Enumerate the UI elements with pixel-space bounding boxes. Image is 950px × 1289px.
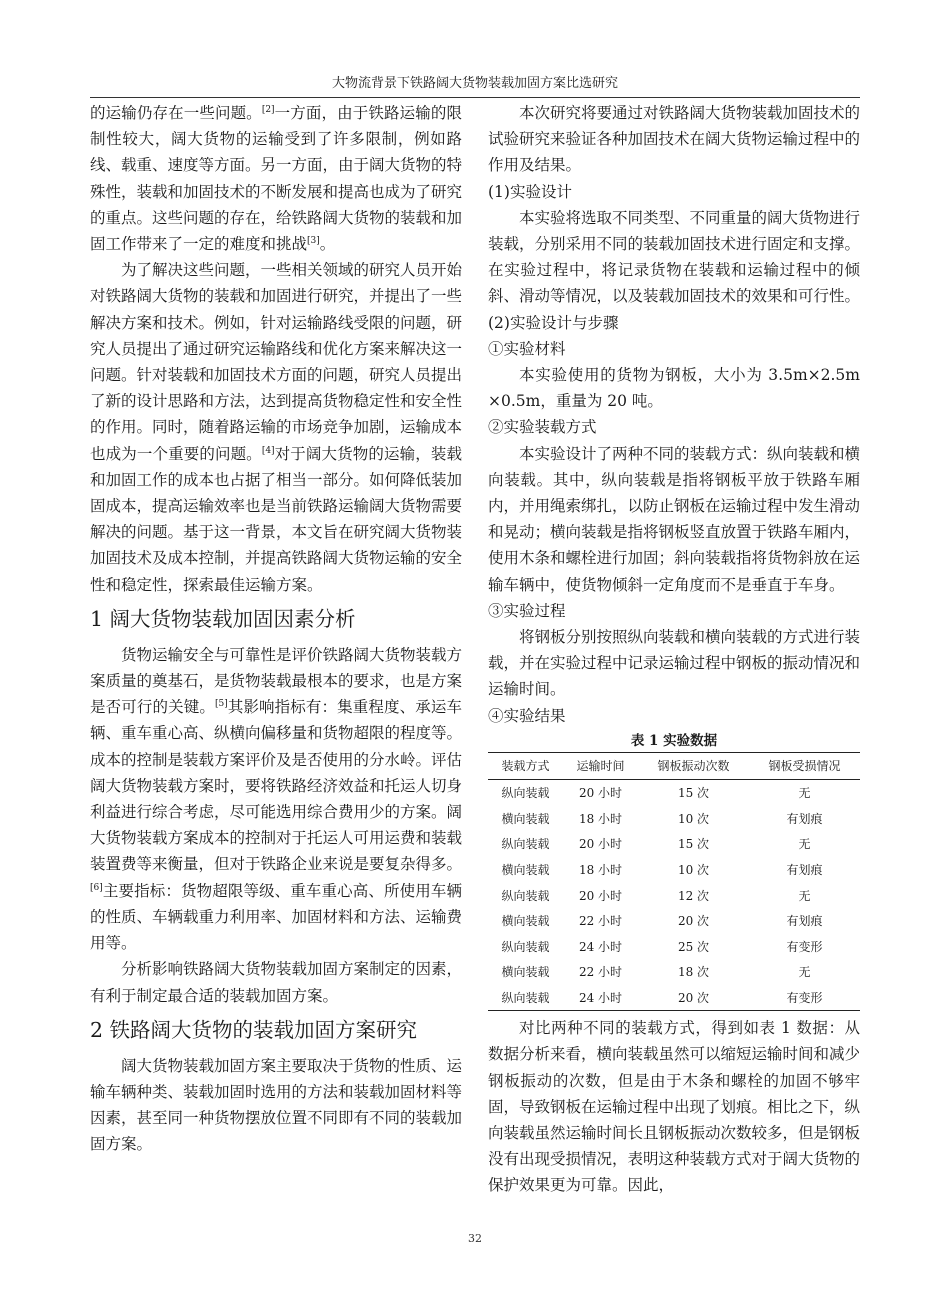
table-cell: 有划痕 <box>786 914 823 929</box>
right-column <box>488 100 860 1199</box>
table-cell: 18 小时 <box>578 811 623 826</box>
subheading-experiment-design: (1)实验设计 <box>488 182 572 201</box>
table-cell: 横向装载 <box>501 965 550 980</box>
table-header-cell: 钢板受损情况 <box>749 752 860 779</box>
table-row <box>488 959 860 985</box>
paragraph-2: 为了解决这些问题，一些相关领域的研究人员开始对铁路阔大货物的装载和加固进行研究，并提出了一些解决方案和技术。例如，针对运输路线受限的问题，研究人员提出了通过研究运输路线和优化方案来解决这一问题。针对装载和加固技术方面的问题，研究人员提出了新的设计思路和方法，达到提高货物稳定性和安全性的作用。同时，随着路运输的市场竞争加剧，运输成本也成为一个重要的问题。[4]对于阔大货物的运输，装载和加固工作的成本也占据了相当一部分。如何降低装加固成本，提高运输效率也是当前铁路运输阔大货物需要解决的问题。基于这一背景，本文旨在研究阔大货物装加固技术及成本控制，并提高铁路阔大货物运输的安全性和稳定性，探索最佳运输方案。 <box>90 261 463 594</box>
table-row <box>488 985 860 1011</box>
table-row <box>488 908 860 934</box>
table-cell: 20 小时 <box>578 786 623 801</box>
table-title: 表 1 实验数据 <box>630 732 718 749</box>
table-cell: 无 <box>798 837 811 852</box>
citation: [2] <box>261 104 275 115</box>
section-heading-2: 2 铁路阔大货物的装载加固方案研究 <box>90 1017 418 1042</box>
paragraph-3: 货物运输安全与可靠性是评价铁路阔大货物装载方案质量的奠基石，是货物装载最根本的要求，也是方案是否可行的关键。[5]其影响指标有：集重程度、承运车辆、重车重心高、纵横向偏移量和货物超限的程度等。成本的控制是装载方案评价及是否使用的分水岭。评估阔大货物装载方案时，要将铁路经济效益和托运人切身利益进行综合考虑，尽可能选用综合费用少的方案。阔大货物装载方案成本的控制对于托运人可用运费和装载装置费等来衡量，但对于铁路企业来说是要复杂得多。[6]主要指标：货物超限等级、重车重心高、所使用车辆的性质、车辆载重力利用率、加固材料和方法、运输费用等。 <box>90 645 463 953</box>
table-row <box>488 857 860 883</box>
table-cell: 22 小时 <box>578 914 623 929</box>
table-header-cell: 钢板振动次数 <box>638 752 749 779</box>
table-cell: 12 次 <box>677 888 710 903</box>
paragraph-4: 分析影响铁路阔大货物装载加固方案制定的因素，有利于制定最合适的装载加固方案。 <box>90 960 463 1005</box>
table-cell: 18 次 <box>677 965 710 980</box>
table-cell: 纵向装载 <box>501 888 550 903</box>
paragraph-7: 本实验将选取不同类型、不同重量的阔大货物进行装载，分别采用不同的装载加固技术进行固定和支撑。在实验过程中，将记录货物在装载和运输过程中的倾斜、滑动等情况，以及装载加固技术的效果和可行性。 <box>488 208 861 306</box>
citation: [4] <box>261 445 275 456</box>
table-cell: 24 小时 <box>563 985 638 1011</box>
paragraph-5: 阔大货物装载加固方案主要取决于货物的性质、运输车辆种类、装载加固时选用的方法和装载加固材料等因素，甚至同一种货物摆放位置不同即有不同的装载加固方案。 <box>90 1056 463 1154</box>
table-cell: 横向装载 <box>501 811 550 826</box>
subheading-results: ④实验结果 <box>488 706 566 725</box>
section-heading-1: 1 阔大货物装载加固因素分析 <box>90 606 356 631</box>
table-cell: 横向装载 <box>501 914 550 929</box>
table-cell: 有划痕 <box>786 811 823 826</box>
page-number: 32 <box>468 1232 482 1245</box>
table-cell: 纵向装载 <box>501 939 550 954</box>
table-cell: 无 <box>798 786 811 801</box>
table-cell: 横向装载 <box>501 862 550 877</box>
table-row <box>488 831 860 857</box>
table-cell: 10 次 <box>677 811 710 826</box>
citation: [5] <box>214 699 228 710</box>
table-cell: 有变形 <box>749 985 860 1011</box>
table-header-cell: 装载方式 <box>488 752 563 779</box>
table-cell: 10 次 <box>677 862 710 877</box>
table-cell: 无 <box>798 965 811 980</box>
table-cell: 15 次 <box>677 837 710 852</box>
subheading-design-steps: (2)实验设计与步骤 <box>488 313 619 332</box>
table-cell: 22 小时 <box>578 965 623 980</box>
citation: [6] <box>90 882 103 893</box>
table-cell: 18 小时 <box>578 862 623 877</box>
table-cell: 纵向装载 <box>501 837 550 852</box>
data-table <box>488 752 860 1011</box>
table-cell: 20 小时 <box>578 888 623 903</box>
table-cell: 有划痕 <box>786 862 823 877</box>
citation: [3] <box>307 235 320 246</box>
table-cell: 15 次 <box>677 786 710 801</box>
table-row <box>488 933 860 959</box>
table-cell: 纵向装载 <box>488 985 563 1011</box>
paragraph-9: 本实验设计了两种不同的装载方式：纵向装载和横向装载。其中，纵向装载是指将钢板平放于铁路车厢内，并用绳索绑扎，以防止钢板在运输过程中发生滑动和晃动；横向装载是指将钢板竖直放置于铁路车厢内，使用木条和螺栓进行加固；斜向装载指将货物斜放在运输车辆中，使货物倾斜一定角度而不是垂直于车身。 <box>488 444 861 594</box>
table-cell: 25 次 <box>677 939 710 954</box>
left-column <box>90 100 462 1158</box>
paragraph-11: 对比两种不同的装载方式，得到如表 1 数据：从数据分析来看，横向装载虽然可以缩短运输时间和减少钢板振动的次数，但是由于木条和螺栓的加固不够牢固，导致钢板在运输过程中出现了划痕。相比之下，纵向装载虽然运输时间长且钢板振动次数较多，但是钢板没有出现受损情况，表明这种装载方式对于阔大货物的保护效果更为可靠。因此， <box>488 1019 861 1195</box>
table-cell: 纵向装载 <box>501 786 550 801</box>
table-row <box>488 779 860 805</box>
table-cell: 20 次 <box>677 914 710 929</box>
paragraph-8: 本实验使用的货物为钢板，大小为 3.5m×2.5m ×0.5m，重量为 20 吨。 <box>488 366 860 411</box>
table-header-cell: 运输时间 <box>563 752 638 779</box>
subheading-process: ③实验过程 <box>488 601 566 620</box>
paragraph-6: 本次研究将要通过对铁路阔大货物装载加固技术的试验研究来验证各种加固技术在阔大货物运输过程中的作用及结果。 <box>488 104 861 175</box>
table-cell: 20 次 <box>638 985 749 1011</box>
table-cell: 20 小时 <box>578 837 623 852</box>
subheading-materials: ①实验材料 <box>488 339 566 358</box>
table-cell: 24 小时 <box>578 939 623 954</box>
paragraph-1: 的运输仍存在一些问题。[2]一方面，由于铁路运输的限制性较大，阔大货物的运输受到了许多限制，例如路线、载重、速度等方面。另一方面，由于阔大货物的特殊性，装载和加固技术的不断发展和提高也成为了研究的重点。这些问题的存在，给铁路阔大货物的装载和加固工作带来了一定的难度和挑战[3]。 <box>90 104 463 254</box>
table-row <box>488 805 860 831</box>
table-row <box>488 882 860 908</box>
subheading-loading-method: ②实验装载方式 <box>488 418 597 437</box>
table-cell: 有变形 <box>786 939 823 954</box>
paragraph-10: 将钢板分别按照纵向装载和横向装载的方式进行装载，并在实验过程中记录运输过程中钢板的振动情况和运输时间。 <box>488 628 861 699</box>
table-cell: 无 <box>798 888 811 903</box>
table-header-row <box>488 752 860 779</box>
running-header: 大物流背景下铁路阔大货物装载加固方案比选研究 <box>90 75 860 98</box>
